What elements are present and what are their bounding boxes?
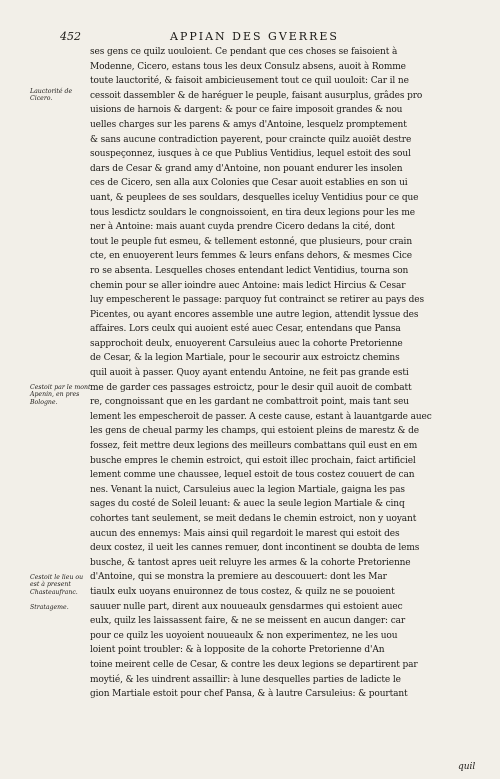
text-line: deux costez, il ueit les cannes remuer, dont incontinent se doubta de lems <box>90 543 420 554</box>
text-line: nes. Venant la nuict, Carsuleius auec la legion Martiale, gaigna les pas <box>90 484 405 495</box>
text-line: re, congnoissant que en les gardant ne combattroit point, mais tant seu <box>90 397 409 408</box>
text-line: toine meirent celle de Cesar, & contre les deux legions se departirent par <box>90 659 418 670</box>
margin-note: Cestoit le lieu ou est à present Chasteaufranc. <box>30 574 84 596</box>
text-line: sauuer nulle part, dirent aux nouueaulx gensdarmes qui estoient auec <box>90 601 403 612</box>
running-head <box>60 30 490 46</box>
text-line: sages du costé de Soleil leuant: & auec la seule legion Martiale & cinq <box>90 499 405 510</box>
text-line: Modenne, Cicero, estans tous les deux Consulz absens, auoit à Romme <box>90 61 406 72</box>
text-line: eulx, quilz les laissassent faire, & ne se meissent en aucun danger: car <box>90 616 406 627</box>
text-line: ces de Cicero, sen alla aux Colonies que Cesar auoit establies en son ui <box>90 178 408 189</box>
text-line: pour ce quilz les uoyoient nouueaulx & non experimentez, ne les uou <box>90 630 398 641</box>
margin-note: Cestoit par le mont Apenin, en pres Bologne. <box>30 384 91 406</box>
text-line: me de garder ces passages estroictz, pour le desir quil auoit de combatt <box>90 382 412 393</box>
running-title: APPIAN DES GVERRES <box>170 30 339 43</box>
text-line: moytié, & les uindrent assaillir: à lune desquelles parties de ladicte le <box>90 674 401 685</box>
catchword: quil <box>458 762 476 772</box>
margin-note: Lauctorité de Cicero. <box>30 88 73 103</box>
text-line: ses gens ce quilz uouloient. Ce pendant que ces choses se faisoient à <box>90 47 398 57</box>
text-line: cessoit dassembler & de haréguer le peuple, faisant ausurplus, grâdes pro <box>90 90 423 101</box>
text-line: lement comme une chaussee, lequel estoit de tous costez couuert de can <box>90 470 415 481</box>
text-line: dars de Cesar & grand amy d'Antoine, non pouant endurer les insolen <box>90 163 403 174</box>
text-line: sapprochoit deulx, enuoyerent Carsuleius auec la cohorte Pretorienne <box>90 338 403 349</box>
text-line: busche, & tantost apres ueit reluyre les armes & la cohorte Pretorienne <box>90 557 411 568</box>
text-line: cohortes tant seulement, se meit dedans le chemin estroict, non y uoyant <box>90 514 417 524</box>
text-line: fossez, feit mettre deux legions des meilleurs combattans quil eust en em <box>90 441 418 452</box>
text-line: tous lesdictz souldars le congnoissoient, en tira deux legions pour les me <box>90 207 415 218</box>
margin-note: Stratageme. <box>30 604 69 611</box>
text-line: aucun des ennemys: Mais ainsi quil regardoit le marest qui estoit des <box>90 528 400 539</box>
text-line: tout le peuple fut esmeu, & tellement estonné, que plusieurs, pour crain <box>90 236 412 247</box>
text-line: tiaulx eulx uoyans enuironnez de tous costez, & quilz ne se pouoient <box>90 586 395 597</box>
text-line: uisions de harnois & dargent: & pour ce faire imposoit grandes & nou <box>90 105 403 116</box>
text-line: d'Antoine, qui se monstra la premiere au descouuert: dont les Mar <box>90 572 387 583</box>
text-line: uant, & peuplees de ses souldars, desquelles iceluy Ventidius pour ce que <box>90 192 419 203</box>
text-line: chemin pour se aller ioindre auec Antoine: mais ledict Hircius & Cesar <box>90 280 406 291</box>
body-text <box>90 45 484 702</box>
text-line: uelles charges sur les parens & amys d'Antoine, lesquelz promptement <box>90 119 407 130</box>
page-number: 452 <box>60 30 81 43</box>
text-line: cte, en enuoyerent leurs femmes & leurs enfans dehors, & mesmes Cice <box>90 251 413 262</box>
text-line: loient point troubler: & à lopposite de la cohorte Pretorienne d'An <box>90 645 385 656</box>
text-line: busche empres le chemin estroict, qui estoit illec prochain, faict artificiel <box>90 455 416 466</box>
text-line: Picentes, ou ayant encores assemble une autre legion, attendit lyssue des <box>90 309 419 320</box>
text-line: toute lauctorité, & faisoit ambicieusement tout ce quil uouloit: Car il ne <box>90 76 409 87</box>
text-line: lement les empescheroit de passer. A ceste cause, estant à lauantgarde auec <box>90 411 432 422</box>
text-line: affaires. Lors ceulx qui auoient esté auec Cesar, entendans que Pansa <box>90 324 401 335</box>
text-line: ner à Antoine: mais auant cuyda prendre Cicero dedans la cité, dont <box>90 222 395 233</box>
text-line: luy empescherent le passage: parquoy fut contrainct se retirer au pays des <box>90 295 424 306</box>
text-line: gion Martiale estoit pour chef Pansa, & à lautre Carsuleius: & pourtant <box>90 689 408 700</box>
text-line: ro se absenta. Lesquelles choses entendant ledict Ventidius, tourna son <box>90 265 409 276</box>
text-line: les gens de cheual parmy les champs, qui estoient pleins de marestz & de <box>90 426 420 437</box>
text-line: quil auoit à passer. Quoy ayant entendu Antoine, ne feit pas grande esti <box>90 368 409 379</box>
text-line: & sans aucune contradiction payerent, pour craincte quilz auoiēt destre <box>90 134 412 145</box>
text-line: de Cesar, & la legion Martiale, pour le secourir aux estroictz chemins <box>90 353 400 364</box>
text-line: souspeçonnez, iusques à ce que Publius Ventidius, lequel estoit des soul <box>90 149 411 160</box>
